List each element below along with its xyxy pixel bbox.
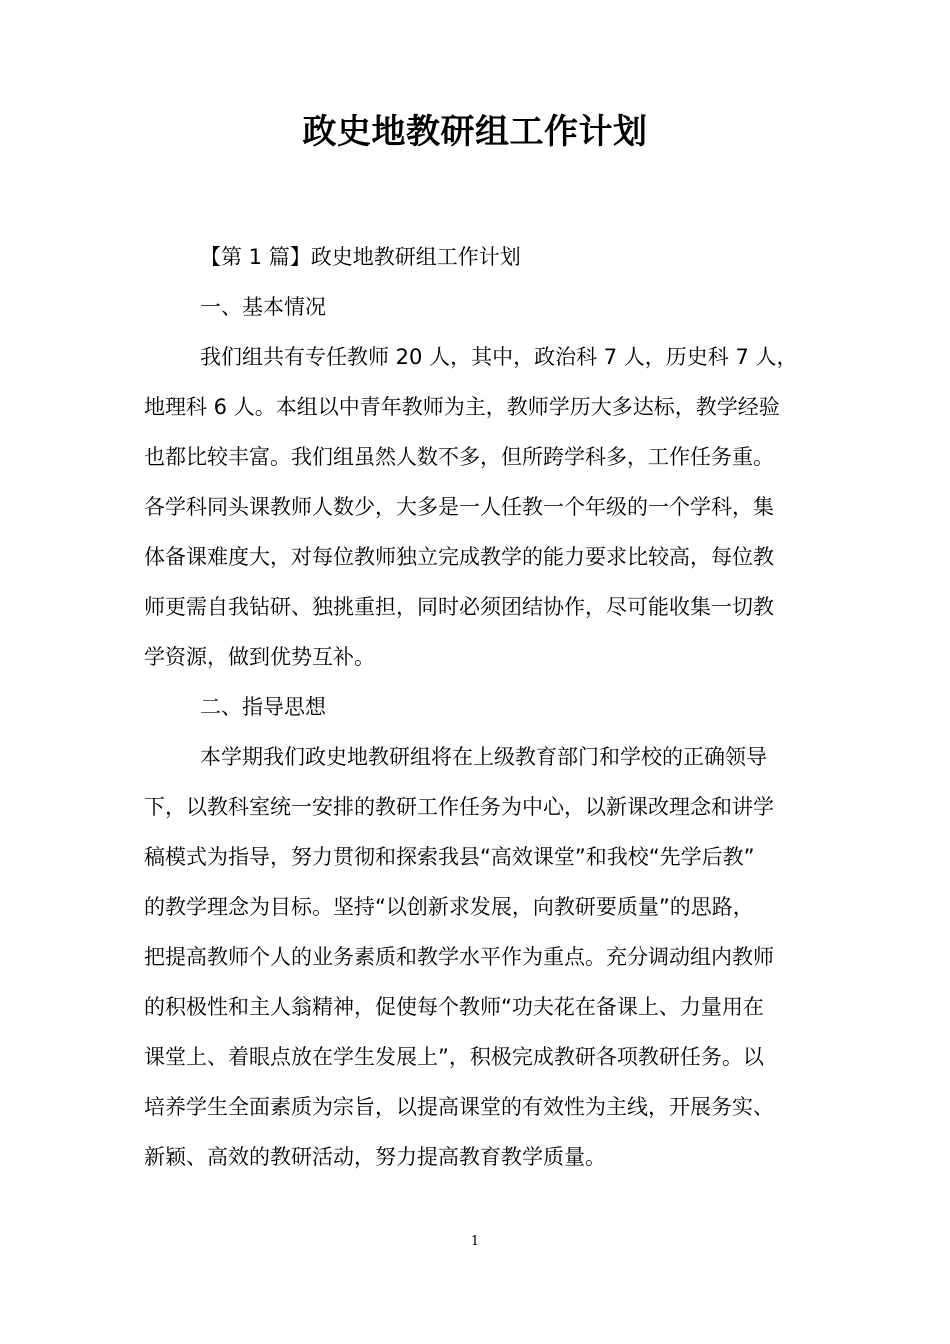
paragraph-line: 本学期我们政史地教研组将在上级教育部门和学校的正确领导 bbox=[200, 745, 767, 769]
paragraph-line: 也都比较丰富。我们组虽然人数不多，但所跨学科多，工作任务重。 bbox=[144, 445, 774, 469]
paragraph-line: 新颖、高效的教研活动，努力提高教育教学质量。 bbox=[144, 1145, 606, 1169]
paragraph-line: 体备课难度大，对每位教师独立完成教学的能力要求比较高，每位教 bbox=[144, 545, 774, 569]
paragraph-line: 培养学生全面素质为宗旨，以提高课堂的有效性为主线，开展务实、 bbox=[144, 1095, 774, 1119]
paragraph-line: 我们组共有专任教师 20 人，其中，政治科 7 人，历史科 7 人， bbox=[200, 345, 798, 369]
paragraph-line: 学资源，做到优势互补。 bbox=[144, 645, 375, 669]
paragraph-line: 地理科 6 人。本组以中青年教师为主，教师学历大多达标，教学经验 bbox=[144, 395, 780, 419]
page-title: 政史地教研组工作计划 bbox=[302, 112, 648, 152]
section-heading-guiding-thought: 二、指导思想 bbox=[200, 695, 326, 719]
section-heading-basic-situation: 一、基本情况 bbox=[200, 295, 326, 319]
paragraph-line: 的教学理念为目标。坚持“以创新求发展，向教研要质量”的思路， bbox=[144, 895, 754, 919]
paragraph-line: 师更需自我钻研、独挑重担，同时必须团结协作，尽可能收集一切教 bbox=[144, 595, 774, 619]
paragraph-line: 的积极性和主人翁精神，促使每个教师“功夫花在备课上、力量用在 bbox=[144, 995, 764, 1019]
paragraph-line: 稿模式为指导，努力贯彻和探索我县“高效课堂”和我校“先学后教” bbox=[144, 845, 755, 869]
chapter-heading: 【第 1 篇】政史地教研组工作计划 bbox=[200, 245, 521, 269]
paragraph-line: 把提高教师个人的业务素质和教学水平作为重点。充分调动组内教师 bbox=[144, 945, 774, 969]
paragraph-line: 课堂上、着眼点放在学生发展上”，积极完成教研各项教研任务。以 bbox=[144, 1045, 764, 1069]
paragraph-line: 各学科同头课教师人数少，大多是一人任教一个年级的一个学科，集 bbox=[144, 495, 774, 519]
page-number: 1 bbox=[470, 1234, 480, 1249]
paragraph-line: 下，以教科室统一安排的教研工作任务为中心，以新课改理念和讲学 bbox=[144, 795, 774, 819]
